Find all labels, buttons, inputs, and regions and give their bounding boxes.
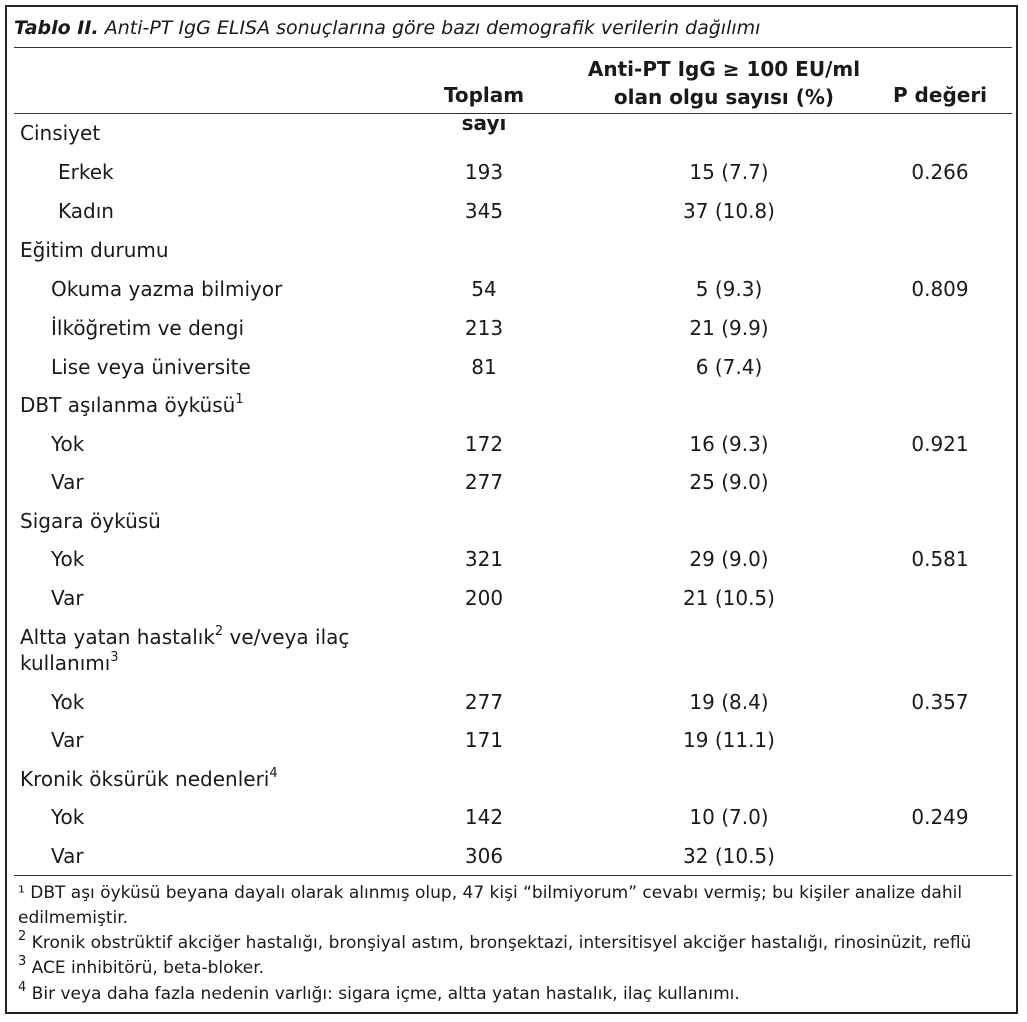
table-row [0, 270, 1027, 308]
footnote-1 [18, 881, 1008, 931]
footnote-ref: 4 [269, 766, 278, 782]
row-p-value: 0.357 [911, 690, 969, 714]
header-total: Toplam sayı [443, 83, 525, 135]
footnote-text: ACE inhibitörü, beta-bloker. [26, 958, 265, 978]
table-row [0, 760, 1027, 798]
row-label: Okuma yazma bilmiyor [51, 277, 283, 301]
row-total: 172 [464, 432, 504, 456]
table-row [0, 386, 1027, 424]
table-row [0, 348, 1027, 386]
row-p-value: 0.266 [911, 160, 969, 184]
row-cases: 19 (11.1) [683, 728, 775, 752]
table-caption [14, 14, 1004, 42]
footnote-ref: 1 [235, 392, 244, 408]
row-label-line2 [20, 651, 119, 675]
header-cases-line2: olan olgu sayısı (%) [613, 85, 835, 109]
footnote-mark: ¹ [18, 883, 25, 903]
row-label: Kadın [58, 199, 114, 223]
row-cases: 37 (10.8) [683, 199, 775, 223]
row-label: Yok [51, 805, 85, 829]
header-cases [574, 55, 874, 111]
header-cases-line1: Anti-PT IgG ≥ 100 EU/ml [587, 57, 861, 81]
row-p-value: 0.581 [911, 547, 969, 571]
row-label: Erkek [58, 160, 114, 184]
row-total: 213 [464, 316, 504, 340]
footnote-4 [18, 982, 1008, 1007]
row-label-wrap [20, 760, 278, 798]
row-total: 54 [471, 277, 497, 301]
footnote-3 [18, 956, 1008, 981]
table-row [0, 463, 1027, 501]
row-total: 193 [464, 160, 504, 184]
row-label: DBT aşılanma öyküsü [20, 393, 236, 417]
row-label: Yok [51, 432, 85, 456]
row-label: Yok [51, 690, 85, 714]
row-total: 200 [464, 586, 504, 610]
row-total: 345 [464, 199, 504, 223]
row-label: Lise veya üniversite [51, 355, 251, 379]
row-label-part: ve/veya ilaç [223, 625, 350, 649]
table-row [0, 425, 1027, 463]
caption-text: Anti-PT IgG ELISA sonuçlarına göre bazı demografik verilerin dağılımı [98, 17, 761, 39]
footnote-ref: 3 [110, 650, 119, 666]
row-total: 277 [464, 690, 504, 714]
footnote-text: Bir veya daha fazla nedenin varlığı: sigara içme, altta yatan hastalık, ilaç kullanımı. [26, 984, 740, 1004]
footnote-mark: 2 [18, 929, 27, 945]
row-total: 142 [464, 805, 504, 829]
row-label-part: Altta yatan hastalık [20, 625, 215, 649]
row-label: Yok [51, 547, 85, 571]
row-label: Var [51, 470, 84, 494]
row-p-value: 0.249 [911, 805, 969, 829]
table-row [0, 309, 1027, 347]
row-cases: 19 (8.4) [689, 690, 769, 714]
table-row [0, 798, 1027, 836]
row-label-line1 [20, 625, 349, 649]
row-cases: 21 (9.9) [689, 316, 769, 340]
footnote-mark: 3 [18, 954, 27, 970]
row-cases: 16 (9.3) [689, 432, 769, 456]
footnote-mark: 4 [18, 980, 27, 996]
row-label-multiline [20, 624, 349, 676]
row-cases: 25 (9.0) [689, 470, 769, 494]
row-cases: 29 (9.0) [689, 547, 769, 571]
table-row [0, 502, 1027, 540]
row-label: Sigara öyküsü [20, 509, 161, 533]
table-row [0, 153, 1027, 191]
caption-label: Tablo II. [14, 17, 99, 39]
row-cases: 6 (7.4) [695, 355, 763, 379]
row-cases: 32 (10.5) [683, 844, 775, 868]
row-label: Eğitim durumu [20, 238, 169, 262]
row-cases: 10 (7.0) [689, 805, 769, 829]
caption-divider [14, 47, 1012, 48]
row-total: 171 [464, 728, 504, 752]
row-p-value: 0.809 [911, 277, 969, 301]
row-total: 277 [464, 470, 504, 494]
row-total: 306 [464, 844, 504, 868]
footnote-2 [18, 931, 1008, 956]
row-p-value: 0.921 [911, 432, 969, 456]
table-row [0, 231, 1027, 269]
table-row [0, 192, 1027, 230]
row-total: 81 [471, 355, 497, 379]
row-label-wrap [20, 386, 244, 424]
row-label: Var [51, 844, 84, 868]
row-cases: 15 (7.7) [689, 160, 769, 184]
table-row [0, 540, 1027, 578]
table-row [0, 721, 1027, 759]
row-label: Var [51, 586, 84, 610]
footnote-text: DBT aşı öyküsü beyana dayalı olarak alınmış olup, 47 kişi “bilmiyorum” cevabı vermiş; bu kişiler analize dahil edilmemiştir. [18, 883, 963, 928]
table-row [0, 579, 1027, 617]
row-label: Cinsiyet [20, 121, 101, 145]
row-label: İlköğretim ve dengi [51, 316, 245, 340]
footnote-text: Kronik obstrüktif akciğer hastalığı, bronşiyal astım, bronşektazi, intersitisyel akciğer hastalığı, rinosinüzit, reflü [26, 933, 972, 953]
table-row [0, 837, 1027, 875]
footer-divider [14, 875, 1012, 876]
table-row [0, 114, 1027, 152]
row-cases: 21 (10.5) [683, 586, 775, 610]
row-label: Var [51, 728, 84, 752]
table-row [0, 624, 1027, 680]
row-label-part: kullanımı [20, 651, 111, 675]
row-total: 321 [464, 547, 504, 571]
table-row [0, 683, 1027, 721]
row-label: Kronik öksürük nedenleri [20, 767, 270, 791]
header-p: P değeri [892, 83, 988, 107]
footnote-ref: 2 [214, 624, 224, 640]
row-cases: 5 (9.3) [695, 277, 763, 301]
